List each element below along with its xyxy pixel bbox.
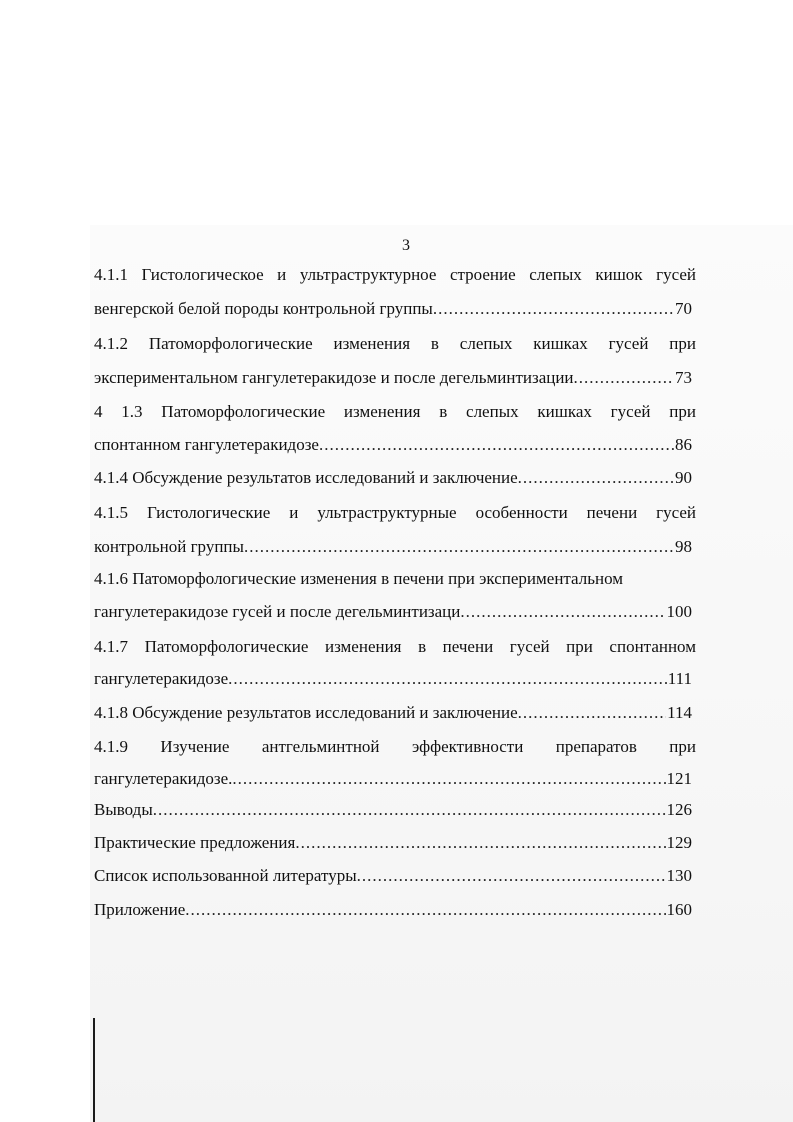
toc-entry-page: 90 (675, 468, 692, 487)
toc-entry-page: 70 (675, 299, 692, 318)
toc-entry-4-1-2 (94, 365, 692, 391)
toc-leader-dots (185, 897, 665, 923)
toc-entry-title: экспериментальном гангулетеракидозе и после дегельминтизации (94, 368, 574, 387)
toc-entry-page: 86 (675, 435, 692, 454)
toc-entry-4-1-2-line1: 4.1.2 Патоморфологические изменения в слепых кишках гусей при (94, 334, 696, 353)
toc-entry-page: 130 (666, 866, 692, 885)
toc-entry-4-1-1-line1: 4.1.1 Гистологическое и ультраструктурное строение слепых кишок гусей (94, 265, 696, 284)
toc-leader-dots (460, 599, 665, 625)
scan-edge-line (93, 1018, 95, 1122)
toc-entry-4-1-3-line1: 4 1.3 Патоморфологические изменения в слепых кишках гусей при (94, 402, 696, 421)
toc-entry-title: Список использованной литературы (94, 866, 357, 885)
page-number: 3 (402, 237, 410, 254)
toc-leader-dots (518, 465, 674, 491)
toc-entry-4-1-9 (94, 766, 692, 792)
toc-leader-dots (518, 700, 666, 726)
toc-entry-title: 4.1.4 Обсуждение результатов исследований и заключение (94, 468, 518, 487)
toc-entry-4-1-5 (94, 534, 692, 560)
toc-leader-dots (574, 365, 674, 391)
toc-entry-title: гангулетеракидозе (94, 669, 229, 688)
toc-leader-dots (357, 863, 666, 889)
toc-leader-dots (433, 296, 674, 322)
toc-entry-page: 121 (666, 769, 692, 788)
toc-entry-4-1-9-line1: 4.1.9 Изучение антгельминтной эффективности препаратов при (94, 737, 696, 756)
toc-leader-dots (232, 766, 665, 792)
toc-entry-4-1-5-line1: 4.1.5 Гистологические и ультраструктурные особенности печени гусей (94, 503, 696, 522)
toc-entry-4-1-7 (94, 666, 692, 692)
toc-entry-conclusions (94, 797, 692, 823)
toc-entry-page: 114 (667, 703, 692, 722)
toc-entry-appendix (94, 897, 692, 923)
toc-entry-page: 100 (666, 602, 692, 621)
toc-entry-page: 73 (675, 368, 692, 387)
toc-entry-title: Выводы (94, 800, 153, 819)
toc-entry-title: контрольной группы (94, 537, 244, 556)
toc-entry-practical-proposals (94, 830, 692, 856)
toc-entry-page: 129 (666, 833, 692, 852)
toc-entry-4-1-8 (94, 700, 692, 726)
toc-entry-references (94, 863, 692, 889)
toc-entry-4-1-7-line1: 4.1.7 Патоморфологические изменения в печени гусей при спонтанном (94, 637, 696, 656)
toc-entry-page: 126 (666, 800, 692, 819)
toc-entry-title: Практические предложения (94, 833, 296, 852)
toc-leader-dots (244, 534, 674, 560)
toc-entry-4-1-6-line1: 4.1.6 Патоморфологические изменения в печени при экспериментальном (94, 569, 624, 588)
toc-entry-page: 98 (675, 537, 692, 556)
toc-leader-dots (228, 666, 667, 692)
toc-leader-dots (153, 797, 666, 823)
toc-entry-title: 4.1.8 Обсуждение результатов исследований и заключение (94, 703, 518, 722)
toc-entry-title: Приложение (94, 900, 186, 919)
toc-entry-title: гангулетеракидозе гусей и после дегельминтизаци (94, 602, 461, 621)
toc-entry-title: спонтанном гангулетеракидозе (94, 435, 319, 454)
toc-entry-4-1-6 (94, 599, 692, 625)
toc-entry-4-1-3 (94, 432, 692, 458)
toc-entry-4-1-4 (94, 465, 692, 491)
toc-entry-4-1-1 (94, 296, 692, 322)
toc-entry-title: венгерской белой породы контрольной группы (94, 299, 433, 318)
toc-entry-page: 160 (666, 900, 692, 919)
toc-leader-dots (319, 432, 674, 458)
toc-leader-dots (295, 830, 665, 856)
toc-entry-title: гангулетеракидозе. (94, 769, 233, 788)
toc-entry-page: 111 (667, 669, 692, 688)
